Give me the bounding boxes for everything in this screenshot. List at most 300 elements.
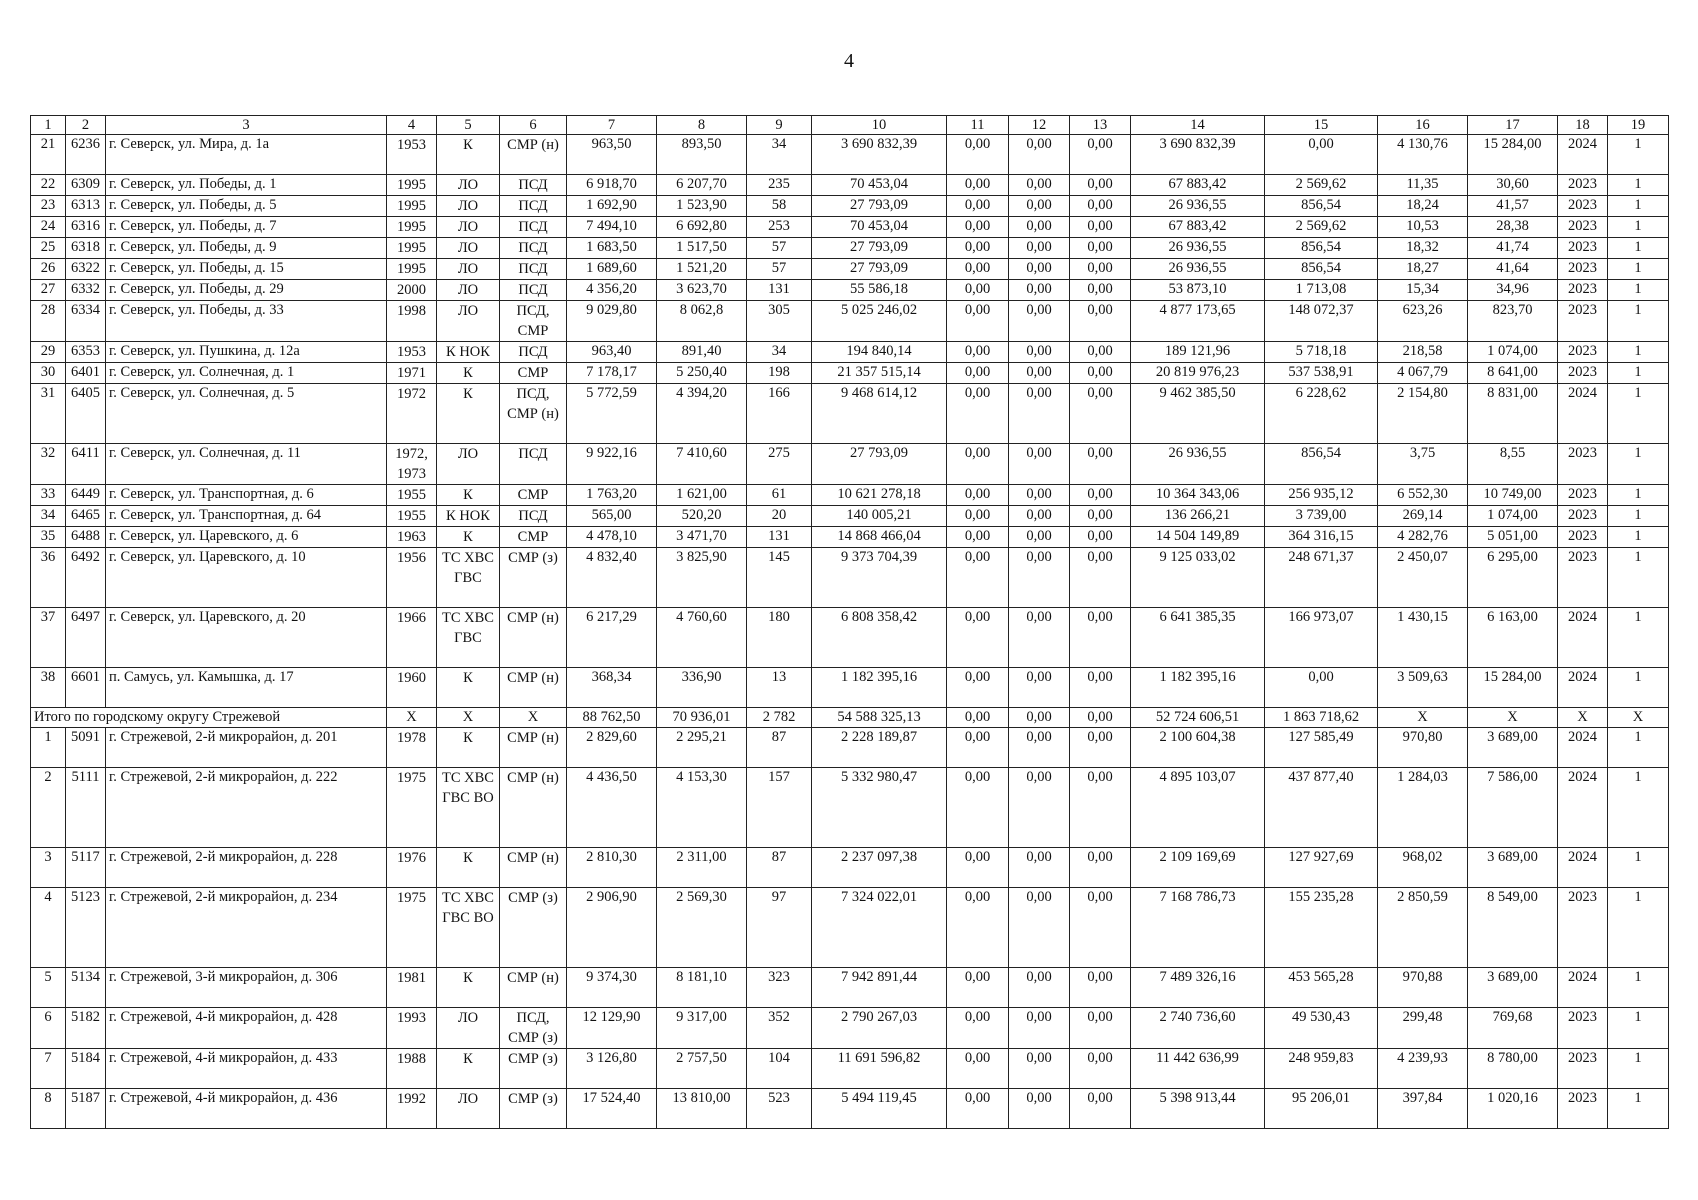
table-cell: СМР (н) — [500, 768, 567, 848]
table-cell: 6405 — [66, 384, 106, 444]
table-cell: 27 — [31, 280, 66, 301]
table-cell: 198 — [747, 363, 812, 384]
table-cell: 127 585,49 — [1265, 728, 1378, 768]
table-cell: 520,20 — [657, 506, 747, 527]
table-cell: 6488 — [66, 527, 106, 548]
table-cell: 18,24 — [1378, 196, 1468, 217]
table-cell: 0,00 — [947, 301, 1009, 342]
table-cell: 1 — [1608, 608, 1669, 668]
table-cell: 1971 — [387, 363, 437, 384]
table-cell: 0,00 — [1070, 196, 1131, 217]
table-cell: 0,00 — [1070, 175, 1131, 196]
table-cell: ТС ХВС ГВС ВО — [437, 768, 500, 848]
table-cell: 26 936,55 — [1131, 444, 1265, 485]
table-cell: X — [1558, 708, 1608, 728]
table-row — [31, 485, 1669, 506]
table-cell: 0,00 — [1070, 1049, 1131, 1089]
table-cell: 1 — [1608, 1049, 1669, 1089]
table-cell: 0,00 — [947, 848, 1009, 888]
table-row — [31, 968, 1669, 1008]
table-cell: 6411 — [66, 444, 106, 485]
table-cell: 453 565,28 — [1265, 968, 1378, 1008]
table-cell: ПСД — [500, 175, 567, 196]
table-cell: 0,00 — [1070, 1008, 1131, 1049]
table-cell: 0,00 — [1070, 444, 1131, 485]
table-cell: 2023 — [1558, 888, 1608, 968]
table-cell: 0,00 — [947, 968, 1009, 1008]
table-cell: ЛО — [437, 259, 500, 280]
table-cell: 2023 — [1558, 363, 1608, 384]
table-cell: 2 237 097,38 — [812, 848, 947, 888]
table-cell: 17 — [1468, 116, 1558, 135]
table-cell: 0,00 — [1070, 968, 1131, 1008]
table-cell: 4 067,79 — [1378, 363, 1468, 384]
table-cell: 5 051,00 — [1468, 527, 1558, 548]
table-cell: 1995 — [387, 175, 437, 196]
table-cell: СМР (з) — [500, 1049, 567, 1089]
table-cell: 4 895 103,07 — [1131, 768, 1265, 848]
table-cell: 11 — [947, 116, 1009, 135]
table-cell: СМР (з) — [500, 888, 567, 968]
table-cell: 0,00 — [1009, 888, 1070, 968]
table-row — [31, 175, 1669, 196]
table-cell: 0,00 — [1070, 363, 1131, 384]
table-cell: 2 154,80 — [1378, 384, 1468, 444]
table-cell: 2 569,62 — [1265, 217, 1378, 238]
table-cell: 368,34 — [567, 668, 657, 708]
table-cell: 131 — [747, 280, 812, 301]
table-cell: 5 494 119,45 — [812, 1089, 947, 1129]
table-cell: 12 — [1009, 116, 1070, 135]
table-cell: 11 442 636,99 — [1131, 1049, 1265, 1089]
table-cell: 3 509,63 — [1378, 668, 1468, 708]
table-cell: 1 — [1608, 548, 1669, 608]
table-cell: ПСД, СМР (з) — [500, 1008, 567, 1049]
table-cell: 1 — [1608, 280, 1669, 301]
table-cell: 1 — [31, 116, 66, 135]
table-cell: 1 — [1608, 848, 1669, 888]
table-cell: 1 — [1608, 1008, 1669, 1049]
table-cell: 823,70 — [1468, 301, 1558, 342]
table-cell: 2023 — [1558, 1089, 1608, 1129]
table-cell: 4 760,60 — [657, 608, 747, 668]
table-cell: К — [437, 485, 500, 506]
table-cell: 1 — [1608, 238, 1669, 259]
table-cell: 19 — [1608, 116, 1669, 135]
table-cell: 0,00 — [1009, 259, 1070, 280]
table-cell: г. Северск, ул. Победы, д. 9 — [106, 238, 387, 259]
table-row — [31, 342, 1669, 363]
table-cell: 2024 — [1558, 608, 1608, 668]
table-row — [31, 196, 1669, 217]
table-cell: 2 228 189,87 — [812, 728, 947, 768]
table-cell: 2024 — [1558, 968, 1608, 1008]
table-cell: ЛО — [437, 301, 500, 342]
table-cell: 27 793,09 — [812, 444, 947, 485]
table-cell: 0,00 — [1070, 485, 1131, 506]
table-cell: 11,35 — [1378, 175, 1468, 196]
table-cell: г. Северск, ул. Мира, д. 1а — [106, 135, 387, 175]
table-row — [31, 728, 1669, 768]
table-cell: 1998 — [387, 301, 437, 342]
table-cell: 256 935,12 — [1265, 485, 1378, 506]
table-cell: 16 — [1378, 116, 1468, 135]
table-cell: ЛО — [437, 280, 500, 301]
table-cell: 10,53 — [1378, 217, 1468, 238]
table-cell: 0,00 — [1009, 668, 1070, 708]
table-cell: 893,50 — [657, 135, 747, 175]
table-cell: 0,00 — [947, 1008, 1009, 1049]
table-cell: 2 906,90 — [567, 888, 657, 968]
table-cell: 235 — [747, 175, 812, 196]
table-cell: 5 025 246,02 — [812, 301, 947, 342]
table-cell: 6236 — [66, 135, 106, 175]
table-cell: 2023 — [1558, 238, 1608, 259]
table-cell: 157 — [747, 768, 812, 848]
table-cell: 0,00 — [947, 608, 1009, 668]
table-cell: 0,00 — [947, 363, 1009, 384]
table-cell: X — [1608, 708, 1669, 728]
table-cell: 15 284,00 — [1468, 135, 1558, 175]
table-cell: 3 623,70 — [657, 280, 747, 301]
table-cell: К — [437, 1049, 500, 1089]
table-cell: 34,96 — [1468, 280, 1558, 301]
table-cell: 35 — [31, 527, 66, 548]
table-cell: 856,54 — [1265, 238, 1378, 259]
table-cell: 10 — [812, 116, 947, 135]
table-cell: 166 973,07 — [1265, 608, 1378, 668]
table-cell: 6 — [31, 1008, 66, 1049]
table-cell: 23 — [31, 196, 66, 217]
table-cell: 15 — [1265, 116, 1378, 135]
table-cell: 0,00 — [1070, 848, 1131, 888]
table-cell: 0,00 — [1070, 301, 1131, 342]
table-cell: 148 072,37 — [1265, 301, 1378, 342]
table-cell: 6465 — [66, 506, 106, 527]
table-cell: 1 — [31, 728, 66, 768]
table-cell: 3 471,70 — [657, 527, 747, 548]
table-row — [31, 1049, 1669, 1089]
table-cell: 0,00 — [947, 135, 1009, 175]
table-cell: 2023 — [1558, 342, 1608, 363]
table-cell: г. Северск, ул. Пушкина, д. 12а — [106, 342, 387, 363]
table-cell: г. Стрежевой, 2-й микрорайон, д. 201 — [106, 728, 387, 768]
table-cell: 8 780,00 — [1468, 1049, 1558, 1089]
table-cell: 6322 — [66, 259, 106, 280]
table-cell: 140 005,21 — [812, 506, 947, 527]
table-cell: 6 228,62 — [1265, 384, 1378, 444]
table-cell: 5 772,59 — [567, 384, 657, 444]
table-cell: 54 588 325,13 — [812, 708, 947, 728]
table-cell: 10 364 343,06 — [1131, 485, 1265, 506]
table-cell: 57 — [747, 259, 812, 280]
table-cell: 1 763,20 — [567, 485, 657, 506]
table-cell: 13 810,00 — [657, 1089, 747, 1129]
table-cell: 6 — [500, 116, 567, 135]
table-cell: К — [437, 668, 500, 708]
table-cell: 136 266,21 — [1131, 506, 1265, 527]
table-cell: 1978 — [387, 728, 437, 768]
table-cell: 0,00 — [1009, 444, 1070, 485]
table-cell: 2023 — [1558, 1008, 1608, 1049]
table-cell: 5 718,18 — [1265, 342, 1378, 363]
table-cell: г. Северск, ул. Победы, д. 5 — [106, 196, 387, 217]
table-cell: 1 020,16 — [1468, 1089, 1558, 1129]
table-cell: 0,00 — [947, 342, 1009, 363]
table-cell: 8,55 — [1468, 444, 1558, 485]
table-cell: 2023 — [1558, 196, 1608, 217]
table-cell: 4 478,10 — [567, 527, 657, 548]
table-cell: 0,00 — [1070, 668, 1131, 708]
table-cell: 28 — [31, 301, 66, 342]
table-cell: 1955 — [387, 485, 437, 506]
table-cell: 0,00 — [1009, 548, 1070, 608]
table-cell: 1963 — [387, 527, 437, 548]
table-cell: 0,00 — [1070, 384, 1131, 444]
table-cell: 13 — [1070, 116, 1131, 135]
table-cell: 15,34 — [1378, 280, 1468, 301]
table-cell: 0,00 — [1070, 728, 1131, 768]
table-cell: СМР (н) — [500, 668, 567, 708]
table-cell: 2023 — [1558, 1049, 1608, 1089]
table-row — [31, 135, 1669, 175]
table-row — [31, 259, 1669, 280]
table-cell: 5187 — [66, 1089, 106, 1129]
table-cell: 6 641 385,35 — [1131, 608, 1265, 668]
table-row — [31, 848, 1669, 888]
table-cell: 1 — [1608, 968, 1669, 1008]
table-cell: 2023 — [1558, 527, 1608, 548]
table-cell: 3,75 — [1378, 444, 1468, 485]
table-cell: 2023 — [1558, 485, 1608, 506]
table-row — [31, 668, 1669, 708]
table-cell: 0,00 — [947, 175, 1009, 196]
table-cell: 2 311,00 — [657, 848, 747, 888]
table-cell: 0,00 — [947, 384, 1009, 444]
table-cell: 6332 — [66, 280, 106, 301]
table-cell: 6 163,00 — [1468, 608, 1558, 668]
table-cell: 4 356,20 — [567, 280, 657, 301]
table-cell: 1 — [1608, 888, 1669, 968]
table-cell: 0,00 — [1009, 608, 1070, 668]
table-cell: 0,00 — [1009, 384, 1070, 444]
table-cell: 2 740 736,60 — [1131, 1008, 1265, 1049]
table-cell: 1 — [1608, 1089, 1669, 1129]
table-cell: 5 — [437, 116, 500, 135]
table-cell: 0,00 — [1070, 888, 1131, 968]
table-cell: 2024 — [1558, 848, 1608, 888]
table-cell: 2 569,62 — [1265, 175, 1378, 196]
table-cell: 17 524,40 — [567, 1089, 657, 1129]
table-row — [31, 768, 1669, 848]
table-cell: г. Северск, ул. Победы, д. 29 — [106, 280, 387, 301]
table-cell: 34 — [747, 135, 812, 175]
table-cell: 0,00 — [1009, 968, 1070, 1008]
table-cell: 4 — [31, 888, 66, 968]
table-cell: 0,00 — [1009, 280, 1070, 301]
table-cell: ТС ХВС ГВС — [437, 548, 500, 608]
table-cell: 10 749,00 — [1468, 485, 1558, 506]
table-cell: 1 — [1608, 506, 1669, 527]
table-cell: 0,00 — [1009, 238, 1070, 259]
table-cell: 9 922,16 — [567, 444, 657, 485]
table-cell: 856,54 — [1265, 196, 1378, 217]
table-cell: 970,80 — [1378, 728, 1468, 768]
table-cell: 8 831,00 — [1468, 384, 1558, 444]
table-cell: 6353 — [66, 342, 106, 363]
table-cell: 1975 — [387, 888, 437, 968]
table-cell: 2 109 169,69 — [1131, 848, 1265, 888]
table-cell: 1981 — [387, 968, 437, 1008]
table-cell: ЛО — [437, 444, 500, 485]
table-cell: 0,00 — [1009, 1008, 1070, 1049]
table-cell: 0,00 — [947, 768, 1009, 848]
table-cell: 1 521,20 — [657, 259, 747, 280]
table-cell: 253 — [747, 217, 812, 238]
table-cell: 9 — [747, 116, 812, 135]
table-cell: 2024 — [1558, 668, 1608, 708]
table-cell: г. Северск, ул. Победы, д. 1 — [106, 175, 387, 196]
table-cell: 3 126,80 — [567, 1049, 657, 1089]
table-cell: 104 — [747, 1049, 812, 1089]
table-cell: ПСД — [500, 506, 567, 527]
table-cell: К — [437, 135, 500, 175]
table-cell: 1 — [1608, 768, 1669, 848]
table-cell: 6492 — [66, 548, 106, 608]
table-cell: 1976 — [387, 848, 437, 888]
table-cell: 28,38 — [1468, 217, 1558, 238]
table-row — [31, 1008, 1669, 1049]
table-cell: 0,00 — [1009, 708, 1070, 728]
table-cell: 0,00 — [1009, 485, 1070, 506]
table-cell: 6 207,70 — [657, 175, 747, 196]
table-cell: 37 — [31, 608, 66, 668]
table-cell: 2024 — [1558, 728, 1608, 768]
table-cell: 29 — [31, 342, 66, 363]
table-cell: 36 — [31, 548, 66, 608]
table-cell: СМР — [500, 485, 567, 506]
table-cell: ЛО — [437, 238, 500, 259]
table-cell: 364 316,15 — [1265, 527, 1378, 548]
table-cell: 2023 — [1558, 506, 1608, 527]
table-cell: 0,00 — [947, 485, 1009, 506]
table-cell: 1 689,60 — [567, 259, 657, 280]
table-cell: 70 936,01 — [657, 708, 747, 728]
table-cell: 4 153,30 — [657, 768, 747, 848]
table-cell: 1955 — [387, 506, 437, 527]
table-cell: 7 942 891,44 — [812, 968, 947, 1008]
table-cell: ПСД — [500, 444, 567, 485]
table-cell: 2 450,07 — [1378, 548, 1468, 608]
table-cell: г. Северск, ул. Транспортная, д. 6 — [106, 485, 387, 506]
table-cell: 1 — [1608, 217, 1669, 238]
page-number: 4 — [844, 50, 854, 72]
table-cell: 3 739,00 — [1265, 506, 1378, 527]
table-cell: 2 810,30 — [567, 848, 657, 888]
table-row — [31, 217, 1669, 238]
table-cell: 87 — [747, 848, 812, 888]
table-cell: 6 295,00 — [1468, 548, 1558, 608]
table-row — [31, 888, 1669, 968]
table-cell: 0,00 — [1070, 506, 1131, 527]
table-cell: 0,00 — [1009, 848, 1070, 888]
table-cell: 1995 — [387, 238, 437, 259]
table-cell: ПСД — [500, 259, 567, 280]
table-row — [31, 444, 1669, 485]
table-cell: 1995 — [387, 217, 437, 238]
table-cell: ПСД — [500, 342, 567, 363]
table-row — [31, 1089, 1669, 1129]
table-cell: 5 398 913,44 — [1131, 1089, 1265, 1129]
table-cell: 8 062,8 — [657, 301, 747, 342]
table-cell: г. Стрежевой, 2-й микрорайон, д. 228 — [106, 848, 387, 888]
table-cell: 0,00 — [1009, 728, 1070, 768]
table-cell: 1 713,08 — [1265, 280, 1378, 301]
table-row — [31, 301, 1669, 342]
table-cell: 166 — [747, 384, 812, 444]
table-cell: 9 029,80 — [567, 301, 657, 342]
table-cell: 0,00 — [1265, 668, 1378, 708]
table-cell: К НОК — [437, 506, 500, 527]
table-cell: 7 — [567, 116, 657, 135]
table-cell: 2023 — [1558, 175, 1608, 196]
table-cell: 0,00 — [1070, 217, 1131, 238]
table-cell: ПСД — [500, 196, 567, 217]
table-cell: 8 181,10 — [657, 968, 747, 1008]
table-cell: 2 829,60 — [567, 728, 657, 768]
table-cell: 131 — [747, 527, 812, 548]
table-cell: СМР (з) — [500, 548, 567, 608]
table-cell: 2023 — [1558, 548, 1608, 608]
table-cell: 1992 — [387, 1089, 437, 1129]
table-cell: 26 936,55 — [1131, 196, 1265, 217]
table-cell: 4 832,40 — [567, 548, 657, 608]
table-cell: 127 927,69 — [1265, 848, 1378, 888]
table-cell: 1995 — [387, 259, 437, 280]
table-cell: ПСД — [500, 217, 567, 238]
table-cell: 0,00 — [1009, 342, 1070, 363]
table-cell: 2 790 267,03 — [812, 1008, 947, 1049]
table-cell: 61 — [747, 485, 812, 506]
table-cell: 0,00 — [1070, 135, 1131, 175]
table-cell: 5 — [31, 968, 66, 1008]
table-cell: 0,00 — [1070, 259, 1131, 280]
table-cell: X — [1468, 708, 1558, 728]
table-cell: 95 206,01 — [1265, 1089, 1378, 1129]
table-cell: 963,50 — [567, 135, 657, 175]
table-row — [31, 548, 1669, 608]
table-cell: 3 689,00 — [1468, 968, 1558, 1008]
table-cell: 27 793,09 — [812, 259, 947, 280]
table-cell: 30,60 — [1468, 175, 1558, 196]
table-cell: 6334 — [66, 301, 106, 342]
table-cell: 0,00 — [1009, 135, 1070, 175]
table-cell: 1 — [1608, 135, 1669, 175]
table-cell: 856,54 — [1265, 444, 1378, 485]
table-cell: 1 182 395,16 — [812, 668, 947, 708]
table-cell: 6316 — [66, 217, 106, 238]
table-cell: 26 — [31, 259, 66, 280]
table-cell: ТС ХВС ГВС — [437, 608, 500, 668]
table-cell: 248 671,37 — [1265, 548, 1378, 608]
table-cell: г. Стрежевой, 4-й микрорайон, д. 428 — [106, 1008, 387, 1049]
table-cell: 1 517,50 — [657, 238, 747, 259]
table-cell: 180 — [747, 608, 812, 668]
table-cell: X — [387, 708, 437, 728]
table-cell: 6601 — [66, 668, 106, 708]
table-cell: г. Северск, ул. Царевского, д. 10 — [106, 548, 387, 608]
table-cell: 1972, 1973 — [387, 444, 437, 485]
